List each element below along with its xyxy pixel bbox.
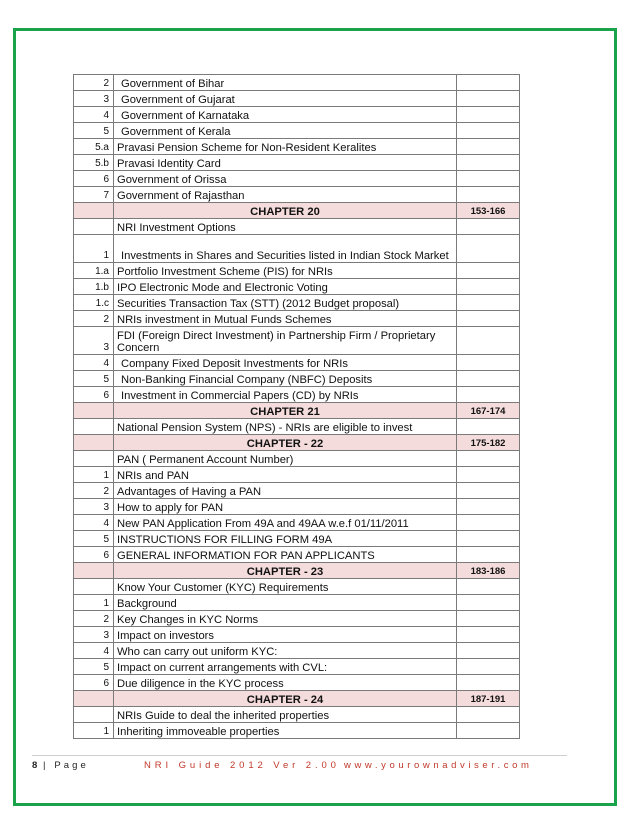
page-range <box>457 235 520 263</box>
item-number: 3 <box>74 499 114 515</box>
item-title: Securities Transaction Tax (STT) (2012 Budget proposal) <box>114 295 457 311</box>
page-range <box>457 547 520 563</box>
item-number: 2 <box>74 75 114 91</box>
chapter-row <box>74 691 520 707</box>
table-row <box>74 675 520 691</box>
item-number: 1 <box>74 467 114 483</box>
item-number: 1.a <box>74 263 114 279</box>
item-number <box>74 219 114 235</box>
page-number: 8 <box>32 760 38 771</box>
page-range <box>457 515 520 531</box>
item-title: GENERAL INFORMATION FOR PAN APPLICANTS <box>114 547 457 563</box>
table-row <box>74 723 520 739</box>
item-title: NRIs and PAN <box>114 467 457 483</box>
item-number: 5.a <box>74 139 114 155</box>
page-range <box>457 611 520 627</box>
item-number: 2 <box>74 483 114 499</box>
page-range: 153-166 <box>457 203 520 219</box>
item-number: 4 <box>74 355 114 371</box>
table-row <box>74 187 520 203</box>
item-number: 4 <box>74 643 114 659</box>
item-title: Impact on investors <box>114 627 457 643</box>
page-range <box>457 75 520 91</box>
item-number: 3 <box>74 91 114 107</box>
item-number: 2 <box>74 311 114 327</box>
page-range <box>457 355 520 371</box>
item-number <box>74 403 114 419</box>
page-range <box>457 483 520 499</box>
website-address: www.yourownadviser.com <box>344 760 533 771</box>
guide-title: NRI Guide 2012 Ver 2.00 <box>144 760 340 771</box>
table-row <box>74 75 520 91</box>
table-row <box>74 419 520 435</box>
item-number <box>74 691 114 707</box>
table-row <box>74 171 520 187</box>
item-title: National Pension System (NPS) - NRIs are eligible to invest <box>114 419 457 435</box>
page-range <box>457 467 520 483</box>
table-row <box>74 547 520 563</box>
table-row <box>74 91 520 107</box>
item-number: 1.b <box>74 279 114 295</box>
table-row <box>74 483 520 499</box>
page-range <box>457 311 520 327</box>
page-range <box>457 327 520 355</box>
item-title: IPO Electronic Mode and Electronic Voting <box>114 279 457 295</box>
item-number: 6 <box>74 675 114 691</box>
page-range <box>457 579 520 595</box>
item-title: Who can carry out uniform KYC: <box>114 643 457 659</box>
table-row <box>74 467 520 483</box>
table-row <box>74 295 520 311</box>
table-row <box>74 311 520 327</box>
item-title: Portfolio Investment Scheme (PIS) for NRIs <box>114 263 457 279</box>
page-range <box>457 187 520 203</box>
item-title: Government of Bihar <box>114 75 457 91</box>
item-title: Government of Kerala <box>114 123 457 139</box>
item-title: Pravasi Identity Card <box>114 155 457 171</box>
table-row <box>74 531 520 547</box>
page-range: 187-191 <box>457 691 520 707</box>
table-row <box>74 219 520 235</box>
item-number <box>74 435 114 451</box>
item-number <box>74 579 114 595</box>
item-number <box>74 419 114 435</box>
page-range <box>457 155 520 171</box>
table-row <box>74 371 520 387</box>
item-title: Government of Rajasthan <box>114 187 457 203</box>
item-number: 7 <box>74 187 114 203</box>
table-row <box>74 355 520 371</box>
item-title: Company Fixed Deposit Investments for NRIs <box>114 355 457 371</box>
page-range <box>457 91 520 107</box>
item-title: FDI (Foreign Direct Investment) in Partnership Firm / Proprietary Concern <box>114 327 457 355</box>
page-range: 175-182 <box>457 435 520 451</box>
item-title: Government of Karnataka <box>114 107 457 123</box>
item-title: Government of Gujarat <box>114 91 457 107</box>
item-number: 4 <box>74 107 114 123</box>
contents-table <box>73 74 520 739</box>
page-footer <box>32 760 567 771</box>
chapter-row <box>74 435 520 451</box>
item-title: Investment in Commercial Papers (CD) by NRIs <box>114 387 457 403</box>
item-title: How to apply for PAN <box>114 499 457 515</box>
item-title: NRIs Guide to deal the inherited properties <box>114 707 457 723</box>
item-number <box>74 707 114 723</box>
item-title: Key Changes in KYC Norms <box>114 611 457 627</box>
item-title: Background <box>114 595 457 611</box>
chapter-title: CHAPTER 20 <box>114 203 457 219</box>
chapter-row <box>74 403 520 419</box>
table-row <box>74 627 520 643</box>
table-row <box>74 499 520 515</box>
item-number: 6 <box>74 547 114 563</box>
page-range: 167-174 <box>457 403 520 419</box>
item-title: New PAN Application From 49A and 49AA w.e.f 01/11/2011 <box>114 515 457 531</box>
page-range <box>457 499 520 515</box>
item-title: Advantages of Having a PAN <box>114 483 457 499</box>
table-row <box>74 107 520 123</box>
item-title: NRIs investment in Mutual Funds Schemes <box>114 311 457 327</box>
item-number <box>74 563 114 579</box>
table-row <box>74 579 520 595</box>
page-range <box>457 219 520 235</box>
item-number: 1 <box>74 723 114 739</box>
page-range <box>457 263 520 279</box>
page-range <box>457 451 520 467</box>
table-row <box>74 707 520 723</box>
item-number <box>74 451 114 467</box>
page-range <box>457 707 520 723</box>
item-number: 2 <box>74 611 114 627</box>
table-row <box>74 451 520 467</box>
page-range: 183-186 <box>457 563 520 579</box>
item-title: INSTRUCTIONS FOR FILLING FORM 49A <box>114 531 457 547</box>
page-range <box>457 659 520 675</box>
page-range <box>457 107 520 123</box>
item-title: NRI Investment Options <box>114 219 457 235</box>
item-number: 5 <box>74 123 114 139</box>
item-title: Impact on current arrangements with CVL: <box>114 659 457 675</box>
item-number: 6 <box>74 387 114 403</box>
page-range <box>457 371 520 387</box>
item-title: PAN ( Permanent Account Number) <box>114 451 457 467</box>
item-title: Government of Orissa <box>114 171 457 187</box>
item-number: 5.b <box>74 155 114 171</box>
item-title: Know Your Customer (KYC) Requirements <box>114 579 457 595</box>
page-range <box>457 387 520 403</box>
page-range <box>457 531 520 547</box>
page-label: | Page <box>37 760 89 771</box>
item-number: 1 <box>74 235 114 263</box>
item-number: 4 <box>74 515 114 531</box>
table-row <box>74 595 520 611</box>
page-range <box>457 123 520 139</box>
chapter-title: CHAPTER 21 <box>114 403 457 419</box>
item-number: 3 <box>74 327 114 355</box>
table-row <box>74 155 520 171</box>
table-row <box>74 279 520 295</box>
chapter-row <box>74 203 520 219</box>
table-row <box>74 643 520 659</box>
page-range <box>457 675 520 691</box>
item-title: Inheriting immoveable properties <box>114 723 457 739</box>
page-range <box>457 419 520 435</box>
item-title: Investments in Shares and Securities listed in Indian Stock Market <box>114 235 457 263</box>
item-number: 6 <box>74 171 114 187</box>
chapter-title: CHAPTER - 22 <box>114 435 457 451</box>
item-number: 3 <box>74 627 114 643</box>
page-range <box>457 139 520 155</box>
item-number: 5 <box>74 371 114 387</box>
table-row <box>74 123 520 139</box>
table-row <box>74 611 520 627</box>
item-title: Pravasi Pension Scheme for Non-Resident Keralites <box>114 139 457 155</box>
page-range <box>457 279 520 295</box>
page-range <box>457 295 520 311</box>
page-range <box>457 627 520 643</box>
table-row <box>74 263 520 279</box>
page-range <box>457 171 520 187</box>
page-range <box>457 643 520 659</box>
item-number <box>74 203 114 219</box>
page-range <box>457 595 520 611</box>
table-row <box>74 327 520 355</box>
page-range <box>457 723 520 739</box>
table-row <box>74 387 520 403</box>
table-row <box>74 659 520 675</box>
chapter-title: CHAPTER - 24 <box>114 691 457 707</box>
item-title: Due diligence in the KYC process <box>114 675 457 691</box>
chapter-row <box>74 563 520 579</box>
footer-divider <box>32 755 567 756</box>
item-title: Non-Banking Financial Company (NBFC) Deposits <box>114 371 457 387</box>
item-number: 1 <box>74 595 114 611</box>
item-number: 1.c <box>74 295 114 311</box>
table-row <box>74 139 520 155</box>
table-row <box>74 515 520 531</box>
chapter-title: CHAPTER - 23 <box>114 563 457 579</box>
item-number: 5 <box>74 659 114 675</box>
item-number: 5 <box>74 531 114 547</box>
table-row <box>74 235 520 263</box>
